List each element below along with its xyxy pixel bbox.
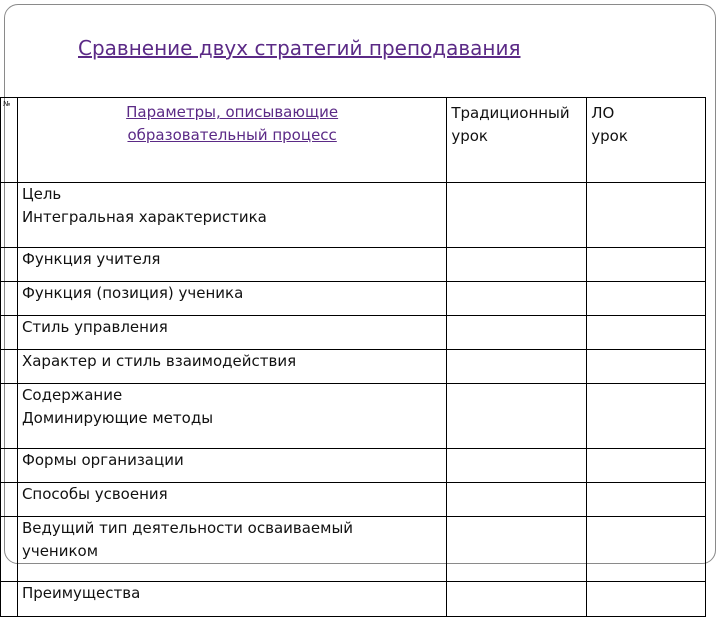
lo-cell (587, 316, 706, 350)
traditional-cell (447, 282, 587, 316)
traditional-cell (447, 248, 587, 282)
table-row (1, 483, 706, 517)
traditional-cell (447, 483, 587, 517)
table-row (1, 350, 706, 384)
parameter-name: Преимущества (21, 584, 141, 602)
parameter-name: Интегральная характеристика (21, 208, 267, 226)
parameters-column-header (17, 98, 446, 183)
parameters-header-line2: образовательный процесс (127, 126, 337, 144)
traditional-cell (447, 582, 587, 617)
parameter-cell (17, 384, 446, 449)
parameter-cell (17, 582, 446, 617)
row-number-cell (1, 350, 18, 384)
row-number-cell (1, 316, 18, 350)
traditional-cell (447, 350, 587, 384)
traditional-cell (447, 183, 587, 248)
row-number-cell (1, 248, 18, 282)
lo-cell (587, 350, 706, 384)
lo-cell (587, 483, 706, 517)
parameter-name: Содержание (21, 386, 123, 404)
comparison-table (0, 97, 706, 617)
parameter-name: Цель (21, 185, 62, 203)
traditional-cell (447, 316, 587, 350)
parameter-cell (17, 483, 446, 517)
parameter-name: Доминирующие методы (21, 409, 214, 427)
parameter-name: Ведущий тип деятельности осваиваемый (21, 519, 354, 537)
parameter-name: Стиль управления (21, 318, 168, 336)
traditional-header-line2: урок (451, 127, 488, 145)
lo-cell (587, 449, 706, 483)
parameters-header-line1: Параметры, описывающие (126, 103, 339, 121)
lo-cell (587, 183, 706, 248)
parameter-name: Функция (позиция) ученика (21, 284, 244, 302)
lo-cell (587, 517, 706, 582)
parameter-name: учеником (21, 542, 99, 560)
table-row (1, 449, 706, 483)
row-number-cell (1, 183, 18, 248)
table-row (1, 282, 706, 316)
parameter-name: Характер и стиль взаимодействия (21, 352, 297, 370)
row-number-cell (1, 449, 18, 483)
table-row (1, 384, 706, 449)
parameter-cell (17, 282, 446, 316)
parameter-name: Функция учителя (21, 250, 161, 268)
parameter-cell (17, 350, 446, 384)
table-row (1, 582, 706, 617)
parameter-cell (17, 183, 446, 248)
parameter-cell (17, 248, 446, 282)
lo-cell (587, 248, 706, 282)
traditional-cell (447, 449, 587, 483)
row-number-cell (1, 282, 18, 316)
traditional-cell (447, 517, 587, 582)
parameter-name: Способы усвоения (21, 485, 168, 503)
parameter-cell (17, 449, 446, 483)
row-number-cell (1, 483, 18, 517)
row-number-cell (1, 582, 18, 617)
traditional-header-line1: Традиционный (451, 104, 570, 122)
parameter-cell (17, 316, 446, 350)
traditional-lesson-column-header (447, 98, 587, 183)
table-row (1, 183, 706, 248)
slide-title: Сравнение двух стратегий преподавания (78, 36, 521, 60)
lo-cell (587, 282, 706, 316)
table-row (1, 316, 706, 350)
parameter-cell (17, 517, 446, 582)
lo-header-line2: урок (591, 127, 628, 145)
lo-cell (587, 384, 706, 449)
row-number-cell (1, 384, 18, 449)
table-row (1, 517, 706, 582)
number-column-header: № (1, 98, 18, 183)
table-header-row (1, 98, 706, 183)
lo-lesson-column-header (587, 98, 706, 183)
traditional-cell (447, 384, 587, 449)
parameter-name: Формы организации (21, 451, 184, 469)
table-row (1, 248, 706, 282)
lo-header-line1: ЛО (591, 104, 615, 122)
lo-cell (587, 582, 706, 617)
row-number-cell (1, 517, 18, 582)
